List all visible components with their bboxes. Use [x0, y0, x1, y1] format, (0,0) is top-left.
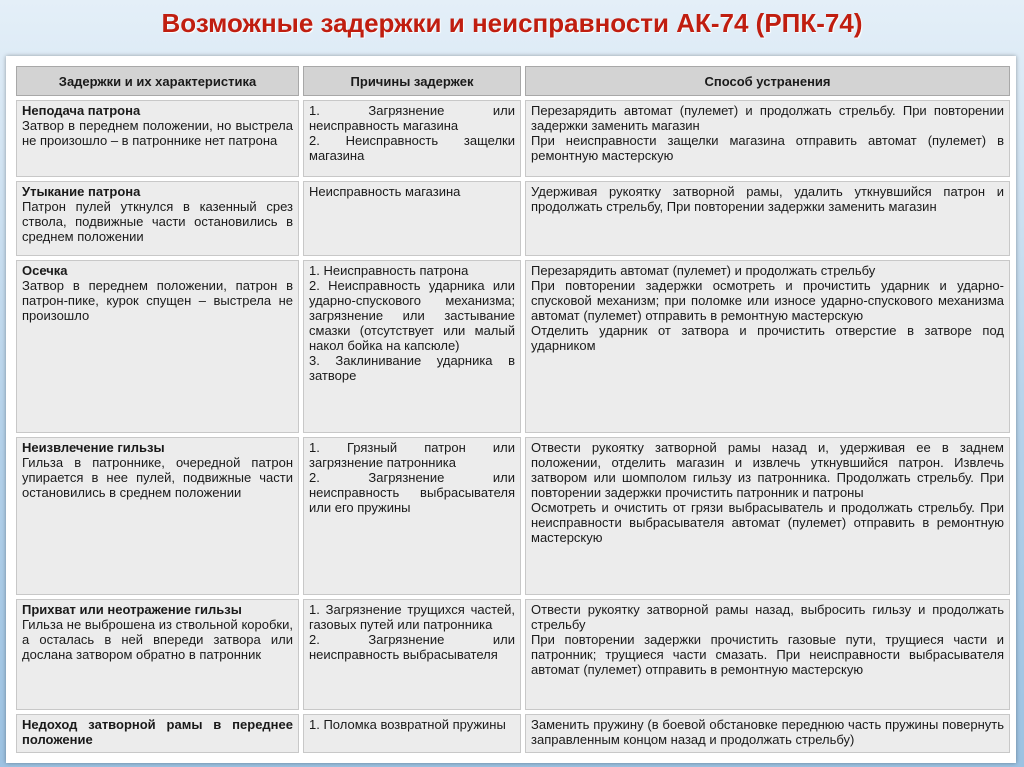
remedy-item: Отделить ударник от затвора и прочистить отверстие в затворе под ударником [531, 323, 1004, 354]
table-row [16, 100, 1010, 177]
remedy-cell [525, 599, 1010, 711]
malfunction-name: Прихват или неотражение гильзы [22, 601, 242, 617]
table-row [16, 260, 1010, 432]
cause-item: 1. Грязный патрон или загрязнение патронника [309, 439, 515, 470]
remedy-item: При повторении задержки осмотреть и прочистить ударник и ударно-спусковой механизм; при поломке или износе ударно-спускового механизма автомат (пулемет) отправить в ремонтную мастерскую [531, 278, 1004, 324]
malfunction-cell [16, 100, 299, 177]
remedy-cell [525, 181, 1010, 256]
remedy-item: Отвести рукоятку затворной рамы назад и, удерживая ее в заднем положении, отделить магазин и извлечь уткнувшийся патрон. Извлечь затвором или шомполом гильзу из патронника. Продолжать стрельбу. При повторении задержки прочистить патронник и патроны [531, 439, 1004, 500]
malfunction-description: Гильза в патроннике, очередной патрон упирается в нее пулей, подвижные части остановились в среднем положении [22, 454, 293, 500]
table-row [16, 437, 1010, 595]
remedy-item: Отвести рукоятку затворной рамы назад, выбросить гильзу и продолжать стрельбу [531, 601, 1004, 632]
malfunctions-table [12, 62, 1014, 757]
header-causes: Причины задержек [303, 66, 521, 96]
cause-item: 2. Неисправность защелки магазина [309, 133, 515, 163]
table-row [16, 599, 1010, 711]
malfunction-name: Неподача патрона [22, 103, 141, 118]
remedy-item: Заменить пружину (в боевой обстановке переднюю часть пружины повернуть заправленным концом назад и продолжать стрельбу) [531, 717, 1004, 748]
remedy-item: При неисправности защелки магазина отправить автомат (пулемет) в ремонтную мастерскую [531, 133, 1004, 163]
cause-item: Неисправность магазина [309, 184, 461, 200]
remedy-item: При повторении задержки прочистить газовые пути, трущиеся части и патронник; трущиеся части смазать. При неисправности выбрасывателя автомат (пулемет) отправить в ремонтную мастерскую [531, 631, 1004, 677]
malfunction-description: Патрон пулей уткнулся в казенный срез ствола, подвижные части остановились в среднем положении [22, 199, 293, 245]
page-title: Возможные задержки и неисправности АК-74 (РПК-74) [161, 8, 863, 38]
malfunction-cell [16, 714, 299, 753]
causes-cell [303, 714, 521, 753]
remedy-cell [525, 714, 1010, 753]
cause-item: 2. Неисправность ударника или ударно-спускового механизма; загрязнение или застывание смазки (отсутствует или малый накол бойка на капсюле) [309, 278, 515, 354]
malfunction-cell [16, 437, 299, 595]
table-header-row [16, 66, 1010, 96]
causes-cell [303, 181, 521, 256]
causes-cell [303, 260, 521, 432]
malfunction-name: Неизвлечение гильзы [22, 439, 165, 455]
cause-item: 1. Поломка возвратной пружины [309, 717, 506, 733]
remedy-item: Осмотреть и очистить от грязи выбрасыватель и продолжать стрельбу. При неисправности выбрасывателя автомат (пулемет) отправить в ремонтную мастерскую [531, 499, 1004, 545]
cause-item: 1. Неисправность патрона [309, 263, 469, 279]
header-malfunction: Задержки и их характеристика [16, 66, 299, 96]
malfunction-cell [16, 599, 299, 711]
malfunction-description: Затвор в переднем положении, патрон в патрон-пике, курок спущен – выстрела не произошло [22, 278, 293, 324]
remedy-cell [525, 437, 1010, 595]
malfunction-cell [16, 260, 299, 432]
header-remedy: Способ устранения [525, 66, 1010, 96]
remedy-item: Перезарядить автомат (пулемет) и продолжать стрельбу. При повторении задержки заменить магазин [531, 103, 1004, 133]
malfunction-name: Утыкание патрона [22, 184, 141, 200]
remedy-item: Удерживая рукоятку затворной рамы, удалить уткнувшийся патрон и продолжать стрельбу, При повторении задержки заменить магазин [531, 184, 1004, 215]
remedy-item: Перезарядить автомат (пулемет) и продолжать стрельбу [531, 263, 876, 279]
cause-item: 1. Загрязнение или неисправность магазина [309, 103, 515, 133]
table-frame [6, 56, 1016, 763]
cause-item: 2. Загрязнение или неисправность выбрасывателя [309, 631, 515, 662]
causes-cell [303, 599, 521, 711]
causes-cell [303, 437, 521, 595]
malfunction-description: Гильза не выброшена из ствольной коробки, а осталась в ней впереди затвора или дослана затвором обратно в патронник [22, 616, 293, 662]
table-row [16, 714, 1010, 753]
malfunction-description: Затвор в переднем положении, но выстрела не произошло – в патроннике нет патрона [22, 118, 293, 148]
cause-item: 2. Загрязнение или неисправность выбрасывателя или его пружины [309, 469, 515, 515]
malfunction-cell [16, 181, 299, 256]
table-row [16, 181, 1010, 256]
malfunction-name: Недоход затворной рамы в переднее положение [22, 717, 293, 748]
malfunction-name: Осечка [22, 263, 68, 279]
remedy-cell [525, 100, 1010, 177]
remedy-cell [525, 260, 1010, 432]
cause-item: 1. Загрязнение трущихся частей, газовых путей или патронника [309, 601, 515, 632]
cause-item: 3. Заклинивание ударника в затворе [309, 353, 515, 384]
causes-cell [303, 100, 521, 177]
